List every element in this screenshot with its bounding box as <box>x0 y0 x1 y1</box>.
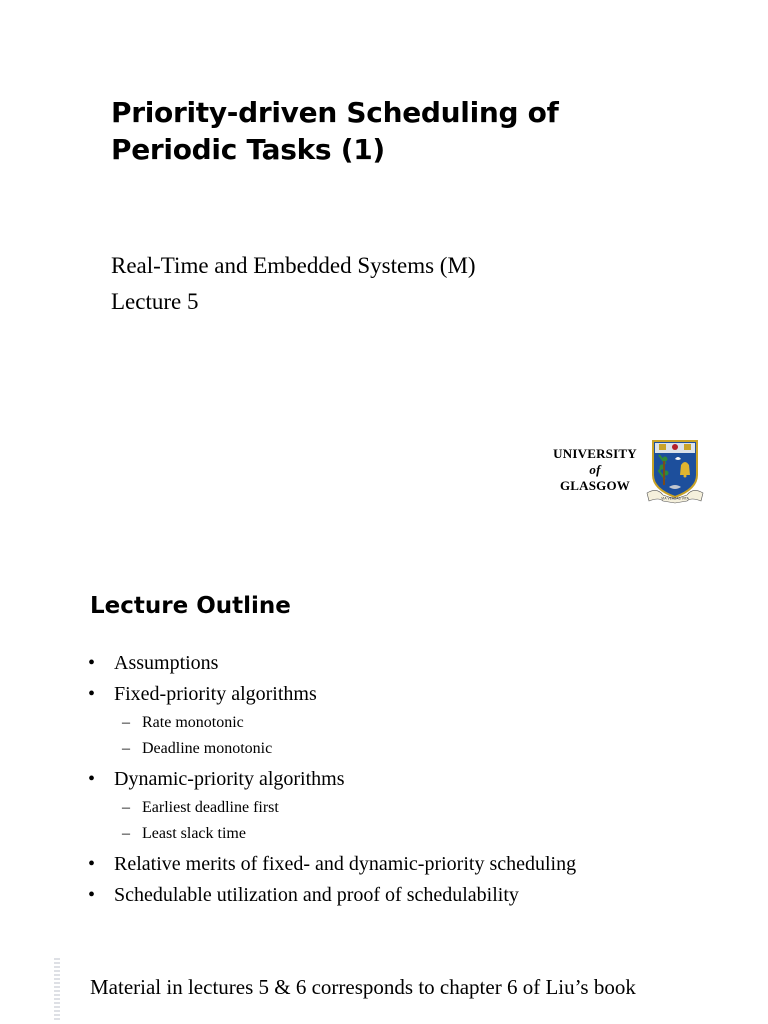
outline-item <box>88 880 748 911</box>
outline-sub-list <box>114 710 748 762</box>
outline-item <box>88 679 748 762</box>
outline-sub-item <box>114 795 748 821</box>
dash-icon: – <box>122 825 130 842</box>
footer-note: Material in lectures 5 & 6 corresponds to chapter 6 of Liu’s book <box>90 975 636 999</box>
course-name: Real-Time and Embedded Systems (M) <box>111 253 476 278</box>
outline-item-text: Relative merits of fixed- and dynamic-priority scheduling <box>114 853 577 875</box>
slide-title-line-2: Periodic Tasks (1) <box>111 133 385 166</box>
outline-sub-item-text: Deadline monotonic <box>142 740 273 757</box>
wordmark-university: UNIVERSITY <box>553 446 637 461</box>
outline-sub-item <box>114 710 748 736</box>
lecture-number: Lecture 5 <box>111 289 199 314</box>
outline-sub-item-text: Rate monotonic <box>142 714 244 731</box>
outline-item-text: Assumptions <box>114 652 219 674</box>
crest-motto: VIA VERITAS VITA <box>661 496 689 501</box>
bullet-icon: • <box>88 768 96 790</box>
outline-heading: Lecture Outline <box>90 593 291 619</box>
dash-icon: – <box>122 714 130 731</box>
outline-sub-list <box>114 795 748 847</box>
outline-item-text: Fixed-priority algorithms <box>114 683 317 705</box>
outline-list <box>88 648 748 911</box>
bullet-icon: • <box>88 652 96 674</box>
university-wordmark <box>540 446 650 494</box>
dash-icon: – <box>122 799 130 816</box>
slide-title <box>111 94 711 168</box>
outline-item-text: Dynamic-priority algorithms <box>114 768 345 790</box>
outline-item <box>88 648 748 679</box>
outline-sub-item-text: Least slack time <box>142 825 246 842</box>
dash-icon: – <box>122 740 130 757</box>
outline-item <box>88 764 748 847</box>
wordmark-glasgow: GLASGOW <box>559 478 631 493</box>
slide-title-line-1: Priority-driven Scheduling of <box>111 96 559 129</box>
bullet-icon: • <box>88 683 96 705</box>
bullet-icon: • <box>88 884 96 906</box>
bullet-icon: • <box>88 853 96 875</box>
outline-sub-item-text: Earliest deadline first <box>142 799 279 816</box>
outline-item <box>88 849 748 880</box>
university-crest-icon <box>645 439 705 505</box>
outline-item-text: Schedulable utilization and proof of schedulability <box>114 884 519 906</box>
outline-sub-item <box>114 736 748 762</box>
margin-credit <box>54 958 60 1020</box>
wordmark-of: of <box>589 462 601 477</box>
outline-sub-item <box>114 821 748 847</box>
